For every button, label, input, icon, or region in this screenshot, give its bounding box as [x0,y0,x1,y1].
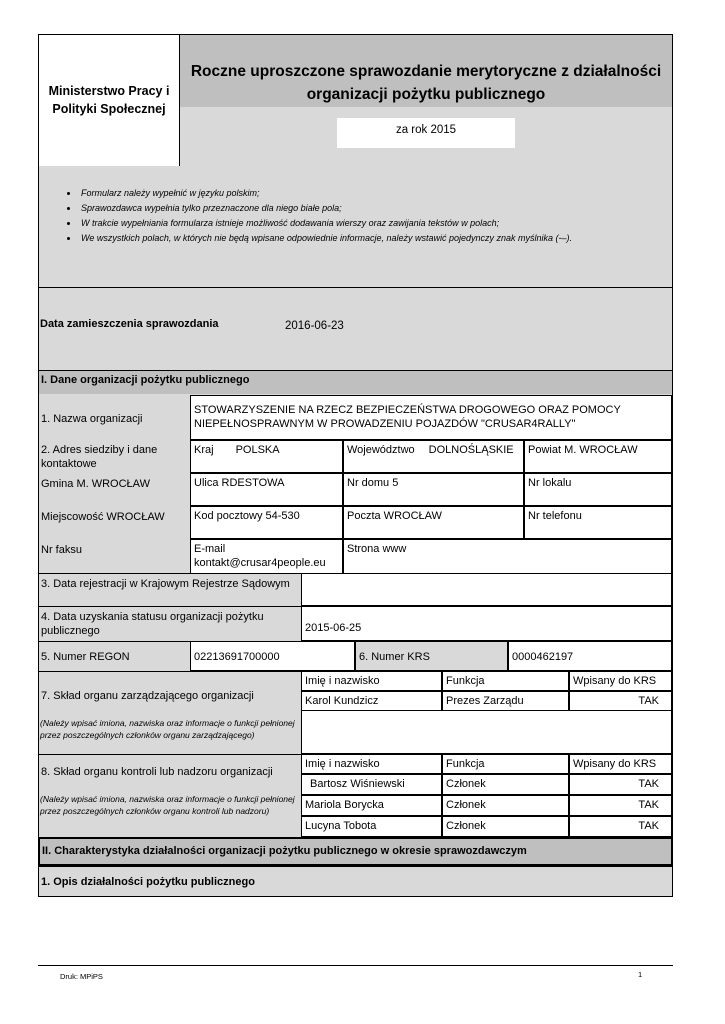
board-row-name: Karol Kundzicz [301,691,442,711]
website-field: Strona www [343,539,672,574]
regon-label: 5. Numer REGON [38,641,190,671]
apartment-number-field: Nr lokalu [524,473,672,506]
page-title: Roczne uproszczone sprawozdanie merytoryczne z działalności organizacji pożytku publicznego [190,63,662,103]
control-label: 8. Skład organu kontroli lub nadzoru organizacji [41,766,273,778]
voivodeship-label: Województwo [347,444,415,456]
krs-registration-value [301,573,672,606]
krs-registration-label: 3. Data rejestracji w Krajowym Rejestrze Sądowym [38,573,301,606]
board-note: (Należy wpisać imiona, nazwiska oraz informacje o funkcji pełnionej przez poszczególnych członków organu zarządzającego) [40,718,295,740]
fax-field: Nr faksu [41,544,82,556]
voivodeship-value: DOLNOŚLĄSKIE [428,444,514,456]
county-field: Powiat M. WROCŁAW [524,440,672,473]
regon-value: 02213691700000 [190,641,355,671]
house-number-field: Nr domu 5 [343,473,524,506]
control-row-name: Bartosz Wiśniewski [301,774,442,795]
board-col-krs: Wpisany do KRS [569,671,672,691]
email-field [190,539,343,574]
report-date-label: Data zamieszczenia sprawozdania [40,318,219,330]
instruction-item: • Formularz należy wypełnić w języku polskim; [79,186,672,201]
page-number: 1 [638,970,643,979]
control-row-krs: TAK [569,774,672,795]
control-row-krs: TAK [569,816,672,837]
country-label: Kraj [194,444,214,456]
city-field: Miejscowość WROCŁAW [41,511,165,523]
footer-rule [38,965,673,966]
email-value: kontakt@crusar4people.eu [194,557,326,569]
email-label: E-mail [194,543,226,555]
control-col-krs: Wpisany do KRS [569,754,672,774]
board-col-function: Funkcja [442,671,569,691]
board-row-function: Prezes Zarządu [442,691,569,711]
footer-print-label: Druk: MPiPS [60,972,103,981]
control-row-name: Mariola Borycka [301,795,442,816]
postal-code-field: Kod pocztowy 54-530 [190,506,343,539]
control-divider [38,754,301,755]
control-row-function: Członek [442,774,569,795]
instruction-item: • We wszystkich polach, w których nie będą wpisane odpowiednie informacje, należy wstawić pojedynczy znak myślnika (-–). [79,231,672,246]
instruction-item: • Sprawozdawca wypełnia tylko przeznaczone dla niego białe pola; [79,201,672,216]
control-note: (Należy wpisać imiona, nazwiska oraz informacje o funkcji pełnionej przez poszczególnych członków organu kontroli lub nadzoru) [40,794,295,816]
voivodeship-field [343,440,524,473]
section1-title: I. Dane organizacji pożytku publicznego [38,370,673,395]
krs-value: 0000462197 [508,641,672,671]
commune-field: Gmina M. WROCŁAW [41,478,150,490]
board-row-krs: TAK [569,691,672,711]
opp-status-label: 4. Data uzyskania statusu organizacji pożytku publicznego [38,606,301,641]
instructions-box [38,166,673,288]
report-date-value: 2016-06-23 [285,320,344,332]
board-label: 7. Skład organu zarządzającego organizacji [41,690,254,702]
address-label: 2. Adres siedziby i dane kontaktowe [41,444,158,470]
street-field: Ulica RDESTOWA [190,473,343,506]
section2-title: II. Charakterystyka działalności organizacji pożytku publicznego w okresie sprawozdawczym [38,837,673,866]
control-row-name: Lucyna Tobota [301,816,442,837]
control-row-function: Członek [442,795,569,816]
control-row-function: Członek [442,816,569,837]
activity-description-label: 1. Opis działalności pożytku publicznego [38,866,673,897]
country-value: POLSKA [235,444,280,456]
board-divider [38,671,301,672]
year-field: za rok 2015 [337,118,515,148]
ministry-name: Ministerstwo Pracy i Polityki Społecznej [48,84,170,116]
post-office-field: Poczta WROCŁAW [343,506,524,539]
control-row-krs: TAK [569,795,672,816]
org-name-label: 1. Nazwa organizacji [41,413,143,425]
board-col-name: Imię i nazwisko [301,671,442,691]
instruction-item: • W trakcie wypełniania formularza istnieje możliwość dodawania wierszy oraz zawijania tekstów w polach; [79,216,672,231]
phone-field: Nr telefonu [524,506,672,539]
opp-status-value: 2015-06-25 [301,606,672,641]
krs-label: 6. Numer KRS [355,641,508,671]
org-name-value: STOWARZYSZENIE NA RZECZ BEZPIECZEŃSTWA DROGOWEGO ORAZ POMOCY NIEPEŁNOSPRAWNYM W PROWADZENIU POJAZDÓW "CRUSAR4RALLY" [190,395,672,440]
control-col-function: Funkcja [442,754,569,774]
country-field [190,440,343,473]
control-col-name: Imię i nazwisko [301,754,442,774]
